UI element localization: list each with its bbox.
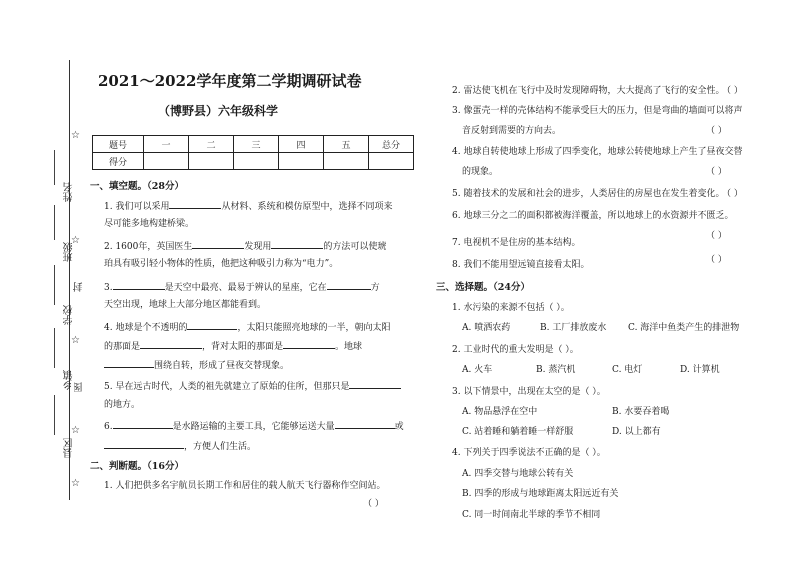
choice-option[interactable]: A. 喷洒农药: [462, 323, 511, 333]
score-cell[interactable]: [369, 153, 414, 170]
answer-blank[interactable]: [104, 357, 154, 368]
class-field[interactable]: [54, 205, 55, 240]
star-mark: ☆: [71, 335, 80, 346]
answer-blank[interactable]: [113, 279, 165, 290]
exam-title: 2021～2022学年度第二学期调研试卷: [98, 72, 362, 90]
choice-option[interactable]: C. 电灯: [612, 365, 643, 375]
question-3-line: [104, 279, 380, 293]
choice-option[interactable]: A. 四季交替与地球公转有关: [462, 469, 574, 479]
question-text: 2. 1600年，英国医生: [104, 242, 193, 252]
answer-blank[interactable]: [283, 338, 335, 349]
judge-question-5: 5. 随着技术的发展和社会的进步，人类居住的房屋也在发生着变化。: [452, 189, 725, 199]
question-text: ，太阳只能照亮地球的一半，朝向太阳: [237, 323, 391, 333]
answer-blank[interactable]: [169, 198, 221, 209]
question-text: 自转，形成了昼夜交替现象。: [172, 361, 290, 371]
section1-title: 一、填空题。（28分）: [90, 181, 184, 192]
question-text: 是天空中最亮、最易于辨认的星座，它在: [164, 283, 327, 293]
question-text: 1. 我们可以采用: [104, 202, 170, 212]
question-text: 方: [370, 283, 380, 293]
answer-blank[interactable]: [349, 378, 401, 389]
question-4-line: [104, 319, 390, 333]
score-table-header: 四: [279, 136, 324, 153]
judge-question-4: 4. 地球自转使地球上形成了四季变化，地球公转使地球上产生了昼夜交替: [452, 147, 743, 157]
score-cell[interactable]: [279, 153, 324, 170]
score-table-header: 三: [234, 136, 279, 153]
score-table-header-row: [93, 136, 414, 153]
answer-paren[interactable]: （ ）: [706, 255, 727, 265]
question-text: 6.: [104, 422, 113, 432]
question-text: 5. 早在远古时代，人类的祖先就建立了原始的住所，但那只是: [104, 382, 350, 392]
judge-question-8: 8. 我们不能用望远镜直接看太阳。: [452, 260, 590, 270]
score-cell[interactable]: [189, 153, 234, 170]
score-table-header: 题号: [93, 136, 144, 153]
county-field[interactable]: [54, 395, 55, 435]
question-1-line: [104, 198, 392, 212]
name-field[interactable]: [54, 150, 55, 185]
question-text: 是水路运输的主要工具，它能够运送大量: [172, 422, 335, 432]
question-text: 天空出现，地球上大部分地区都能看到。: [104, 300, 267, 310]
score-table: [92, 135, 414, 170]
choice-options: [462, 320, 740, 333]
question-text: 从材料、系统和模仿原型中，选择不同项来: [221, 202, 393, 212]
question-5-line: [104, 378, 401, 392]
choice-question-1: 1. 水污染的来源不包括（ ）。: [452, 303, 570, 313]
score-cell[interactable]: [144, 153, 189, 170]
answer-blank[interactable]: [192, 238, 244, 249]
choice-options: [462, 424, 661, 437]
answer-blank[interactable]: [104, 438, 184, 449]
choice-question-2: 2. 工业时代的重大发明是（ ）。: [452, 345, 579, 355]
choice-option[interactable]: B. 工厂排放废水: [540, 323, 607, 333]
choice-option[interactable]: B. 蒸汽机: [536, 365, 576, 375]
binding-margin: [44, 60, 104, 510]
question-text: 。地球: [335, 342, 363, 352]
answer-blank[interactable]: [187, 319, 237, 330]
choice-question-3: 3. 以下情景中，出现在太空的是（ ）。: [452, 387, 606, 397]
choice-option[interactable]: D. 计算机: [680, 365, 720, 375]
question-text: 尽可能多地构建桥梁。: [104, 219, 195, 229]
question-text: 发现用: [244, 242, 272, 252]
class-label: 班级: [64, 242, 75, 262]
county-label: 县区: [64, 438, 75, 458]
answer-paren[interactable]: （ ）: [706, 167, 727, 177]
question-text: 的地方。: [104, 400, 141, 410]
choice-options: [462, 404, 670, 417]
section3-title: 三、选择题。（24分）: [436, 282, 530, 293]
question-text: ，方便人们生活。: [184, 442, 257, 452]
question-text: 3.: [104, 283, 113, 293]
exam-subtitle: （博野县）六年级科学: [158, 104, 279, 118]
score-table-row: [93, 153, 414, 170]
question-text: 珀具有吸引轻小物体的性质，他把这种吸引力称为“电力”。: [104, 259, 339, 269]
answer-paren[interactable]: （ ）: [722, 86, 743, 96]
question-text: 的方法可以使琥: [323, 242, 387, 252]
judge-question-2: 2. 雷达使飞机在飞行中及时发现障碍物，大大提高了飞行的安全性。: [452, 86, 725, 96]
answer-paren[interactable]: （ ）: [706, 126, 727, 136]
name-label: 姓名: [64, 182, 75, 202]
question-4-line3: [104, 357, 289, 371]
answer-paren[interactable]: （ ）: [363, 499, 384, 509]
question-2-line: [104, 238, 386, 252]
answer-paren[interactable]: （ ）: [706, 231, 727, 241]
score-table-header: 二: [189, 136, 234, 153]
choice-option[interactable]: D. 以上都有: [612, 427, 661, 437]
choice-option[interactable]: C. 站着睡和躺着睡一样舒服: [462, 427, 574, 437]
answer-paren[interactable]: （ ）: [722, 189, 743, 199]
choice-option[interactable]: B. 水要吞着喝: [612, 407, 670, 417]
score-cell[interactable]: [324, 153, 369, 170]
township-label: 乡镇: [64, 370, 75, 390]
judge-question-7: 7. 电视机不是住房的基本结构。: [452, 238, 581, 248]
question-text: 4. 地球是个不透明的: [104, 323, 188, 333]
school-label: 学校: [64, 305, 75, 325]
answer-blank[interactable]: [327, 279, 371, 290]
choice-option[interactable]: A. 物品悬浮在空中: [462, 407, 538, 417]
question-text: 的那面是: [104, 342, 141, 352]
question-text: 或: [394, 422, 404, 432]
star-mark: ☆: [71, 478, 80, 489]
seal-marker: 图: [74, 382, 85, 392]
question-6-line: [104, 418, 404, 432]
score-table-header: 一: [144, 136, 189, 153]
question-4-line2: [104, 338, 362, 352]
choice-options: [462, 362, 720, 375]
choice-option[interactable]: C. 海洋中鱼类产生的排泄物: [628, 323, 740, 333]
answer-blank[interactable]: [271, 238, 323, 249]
question-text: 围绕: [154, 361, 173, 371]
answer-blank[interactable]: [335, 418, 395, 429]
seal-marker: 封: [74, 282, 85, 292]
score-cell[interactable]: [234, 153, 279, 170]
score-table-header: 五: [324, 136, 369, 153]
star-mark: ☆: [71, 235, 80, 246]
star-mark: ☆: [71, 425, 80, 436]
question-6-line2: [104, 438, 256, 452]
question-text: ，背对太阳的那面是: [202, 342, 284, 352]
judge-question-6: 6. 地球三分之二的面积都被海洋覆盖，所以地球上的水资源并不匮乏。: [452, 211, 734, 221]
judge-question-3b: 音反射到需要的方向去。: [462, 126, 562, 136]
star-mark: ☆: [71, 130, 80, 141]
choice-question-4: 4. 下列关于四季说法不正确的是（ ）。: [452, 448, 606, 458]
answer-blank[interactable]: [113, 418, 173, 429]
choice-option[interactable]: B. 四季的形成与地球距离太阳远近有关: [462, 489, 619, 499]
choice-option[interactable]: C. 同一时间南北半球的季节不相同: [462, 510, 601, 520]
binding-line: [69, 60, 70, 500]
judge-question-3: 3. 像蛋壳一样的壳体结构不能承受巨大的压力，但是弯曲的墙面可以将声: [452, 106, 743, 116]
township-field[interactable]: [54, 328, 55, 368]
school-field[interactable]: [54, 265, 55, 305]
judge-question-4b: 的现象。: [462, 167, 499, 177]
answer-blank[interactable]: [140, 338, 202, 349]
judge-question-1: 1. 人们把供多名宇航员长期工作和居住的载人航天飞行器称作空间站。: [104, 481, 386, 491]
score-table-header: 总分: [369, 136, 414, 153]
score-row-label: 得分: [93, 153, 144, 170]
choice-option[interactable]: A. 火车: [462, 365, 493, 375]
section2-title: 二、判断题。（16分）: [90, 461, 184, 472]
